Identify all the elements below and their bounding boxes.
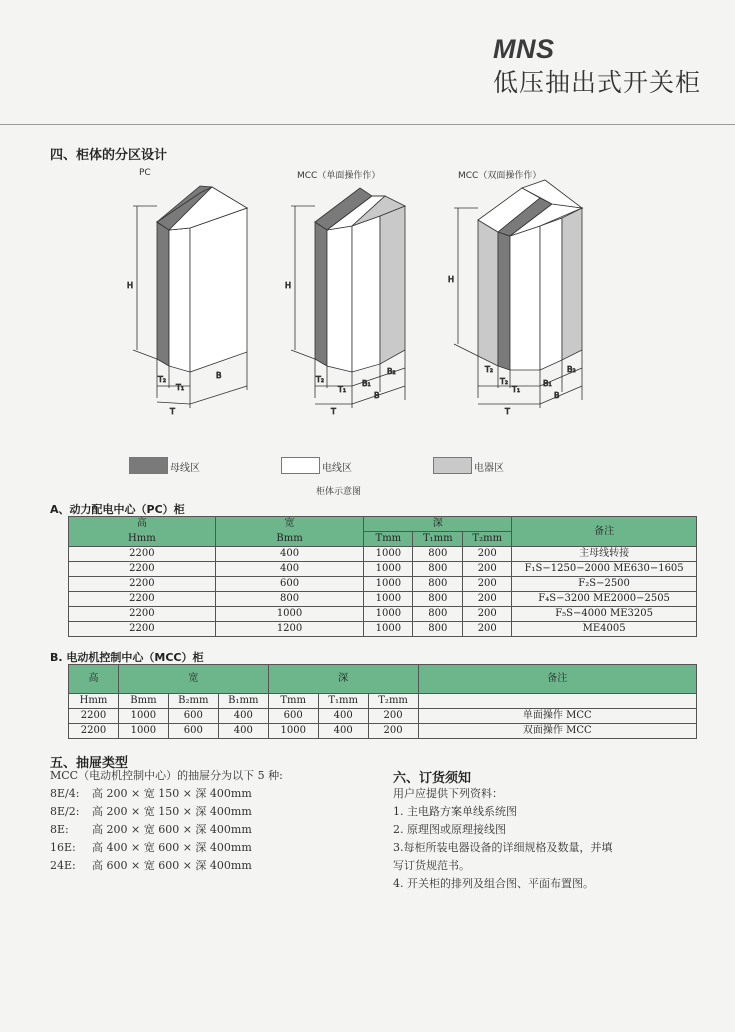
figure-title-pc: PC [139, 168, 151, 178]
svg-text:T₂: T₂ [158, 375, 167, 384]
table-cell: 400 [215, 547, 364, 562]
table-cell: 400 [218, 724, 268, 739]
col-t1mm: T₁mm [318, 694, 368, 709]
table-cell: 2200 [69, 724, 119, 739]
table-cell: 1000 [118, 724, 168, 739]
table-row [69, 622, 697, 637]
svg-text:B: B [374, 391, 380, 400]
table-row [69, 577, 697, 592]
table-cell: 主母线转接 [512, 547, 697, 562]
figure-title-mcc-double: MCC（双面操作作） [458, 171, 542, 181]
mcc-single-cabinet-figure [285, 188, 405, 416]
diagram-caption: 柜体示意图 [316, 487, 362, 497]
legend-swatch-cable [281, 457, 320, 474]
section6-intro: 用户应提供下列资料： [393, 787, 503, 800]
drawer-code: 8E/4: [50, 787, 80, 800]
pc-spec-table [68, 516, 697, 637]
section4-heading: 四、柜体的分区设计 [50, 148, 168, 163]
order-requirements-list [393, 803, 613, 893]
table-cell: 800 [413, 577, 463, 592]
drawer-type-list [50, 785, 252, 875]
legend-label-cable: 电线区 [322, 463, 352, 474]
col-high: 高 [69, 517, 216, 532]
drawer-code: 8E: [50, 823, 69, 836]
col-bmm: Bmm [215, 532, 364, 547]
list-item: 2. 原理图或原理接线图 [393, 823, 506, 836]
product-title: 低压抽出式开关柜 [493, 68, 702, 97]
table-cell: 600 [168, 724, 218, 739]
list-item: 写订货规范书。 [393, 859, 470, 872]
col-tmm: Tmm [268, 694, 318, 709]
table-cell: F₁S−1250−2000 ME630−1605 [512, 562, 697, 577]
table-cell: 600 [215, 577, 364, 592]
col-tmm: Tmm [364, 532, 413, 547]
table-cell: 2200 [69, 592, 216, 607]
table-cell: 200 [463, 622, 512, 637]
col-t2mm: T₂mm [368, 694, 418, 709]
list-item: 3.每柜所装电器设备的详细规格及数量，并填 [393, 841, 613, 854]
col-width: 宽 [118, 665, 268, 694]
table-cell: 双面操作 MCC [418, 724, 696, 739]
table-cell: 200 [463, 547, 512, 562]
list-item [50, 857, 252, 875]
table-cell: 单面操作 MCC [418, 709, 696, 724]
table-cell: 200 [463, 607, 512, 622]
drawer-code: 24E: [50, 859, 76, 872]
mcc-double-cabinet-figure [448, 180, 582, 416]
table-cell: F₅S−4000 ME3205 [512, 607, 697, 622]
col-hmm: Hmm [69, 532, 216, 547]
table-cell: 200 [368, 709, 418, 724]
svg-text:B₁: B₁ [362, 379, 371, 388]
svg-text:T₂: T₂ [485, 365, 494, 374]
section6-heading: 六、订货须知 [393, 771, 472, 786]
svg-text:B₁: B₁ [543, 379, 552, 388]
list-item: 4. 开关柜的排列及组合图、平面布置图。 [393, 877, 594, 890]
product-code: MNS [493, 34, 555, 64]
col-t2mm: T₂mm [463, 532, 512, 547]
table-cell: 1000 [268, 724, 318, 739]
col-remark-blank [418, 694, 696, 709]
drawer-spec: 高 600 × 宽 600 × 深 400mm [92, 859, 252, 872]
svg-text:B₂: B₂ [567, 365, 576, 374]
svg-text:T₂: T₂ [500, 377, 509, 386]
svg-text:H: H [448, 275, 455, 284]
table-cell: 1000 [118, 709, 168, 724]
svg-text:T: T [331, 407, 336, 416]
table-cell: 2200 [69, 547, 216, 562]
table-row [69, 562, 697, 577]
drawer-code: 8E/2: [50, 805, 80, 818]
cabinet-diagrams [0, 160, 735, 500]
table-cell: F₂S−2500 [512, 577, 697, 592]
col-t1mm: T₁mm [413, 532, 463, 547]
brand-block [493, 34, 707, 99]
table-cell: 200 [463, 562, 512, 577]
drawer-spec: 高 200 × 宽 150 × 深 400mm [92, 805, 252, 818]
table-cell: 800 [215, 592, 364, 607]
table-cell: 400 [318, 709, 368, 724]
table-cell: 2200 [69, 607, 216, 622]
table-cell: 200 [463, 592, 512, 607]
tableA-title: A、动力配电中心（PC）柜 [50, 503, 185, 516]
table-cell: 800 [413, 562, 463, 577]
svg-text:T₂: T₂ [316, 375, 325, 384]
table-cell: 600 [268, 709, 318, 724]
svg-text:B: B [216, 371, 222, 380]
legend-label-device: 电器区 [474, 463, 504, 474]
svg-text:B₂: B₂ [387, 367, 396, 376]
table-cell: 1000 [364, 547, 413, 562]
table-cell: 800 [413, 622, 463, 637]
list-item [50, 785, 252, 803]
drawer-spec: 高 200 × 宽 600 × 深 400mm [92, 823, 252, 836]
list-item: 1. 主电路方案单线系统图 [393, 805, 517, 818]
col-high: 高 [69, 665, 119, 694]
col-width: 宽 [215, 517, 364, 532]
tableB-title: B. 电动机控制中心（MCC）柜 [50, 651, 204, 664]
legend-swatch-device [433, 457, 472, 474]
list-item [50, 821, 252, 839]
table-cell: 400 [218, 709, 268, 724]
pc-h-label: H [127, 281, 134, 290]
section5-intro: MCC（电动机控制中心）的抽屉分为以下 5 种: [50, 769, 283, 782]
legend-swatch-busbar [129, 457, 168, 474]
table-cell: 400 [215, 562, 364, 577]
list-item [50, 803, 252, 821]
figure-title-mcc-single: MCC（单面操作作） [297, 171, 381, 181]
table-cell: 2200 [69, 709, 119, 724]
header-divider [0, 124, 735, 125]
drawer-spec: 高 400 × 宽 600 × 深 400mm [92, 841, 252, 854]
table-cell: 400 [318, 724, 368, 739]
table-cell: ME4005 [512, 622, 697, 637]
table-cell: 800 [413, 592, 463, 607]
table-cell: 2200 [69, 562, 216, 577]
svg-text:B: B [554, 391, 560, 400]
svg-text:T: T [505, 407, 510, 416]
table-cell: 2200 [69, 622, 216, 637]
table-cell: F₄S−3200 ME2000−2505 [512, 592, 697, 607]
col-depth: 深 [268, 665, 418, 694]
table-cell: 1000 [215, 607, 364, 622]
table-cell: 2200 [69, 577, 216, 592]
col-hmm: Hmm [69, 694, 119, 709]
svg-text:T₁: T₁ [176, 383, 185, 392]
svg-text:T: T [170, 407, 175, 416]
table-cell: 200 [463, 577, 512, 592]
table-cell: 1200 [215, 622, 364, 637]
list-item [50, 839, 252, 857]
table-cell: 1000 [364, 577, 413, 592]
table-cell: 1000 [364, 562, 413, 577]
col-depth: 深 [364, 517, 512, 532]
table-row [69, 607, 697, 622]
table-cell: 800 [413, 547, 463, 562]
pc-cabinet-figure [127, 186, 247, 416]
section5-heading: 五、抽屉类型 [50, 756, 129, 771]
table-row [69, 724, 697, 739]
col-remark: 备注 [418, 665, 696, 694]
mcc-spec-table [68, 664, 697, 739]
col-b1mm: B₁mm [218, 694, 268, 709]
table-cell: 1000 [364, 592, 413, 607]
drawer-spec: 高 200 × 宽 150 × 深 400mm [92, 787, 252, 800]
table-cell: 800 [413, 607, 463, 622]
table-cell: 200 [368, 724, 418, 739]
table-cell: 1000 [364, 607, 413, 622]
table-row [69, 592, 697, 607]
svg-text:T₁: T₁ [512, 385, 521, 394]
col-remark: 备注 [512, 517, 697, 547]
svg-text:H: H [285, 281, 292, 290]
svg-text:T₁: T₁ [338, 385, 347, 394]
table-row [69, 547, 697, 562]
table-cell: 1000 [364, 622, 413, 637]
table-cell: 600 [168, 709, 218, 724]
drawer-code: 16E: [50, 841, 76, 854]
table-row [69, 709, 697, 724]
legend-label-busbar: 母线区 [170, 463, 200, 474]
col-bmm: Bmm [118, 694, 168, 709]
col-b2mm: B₂mm [168, 694, 218, 709]
